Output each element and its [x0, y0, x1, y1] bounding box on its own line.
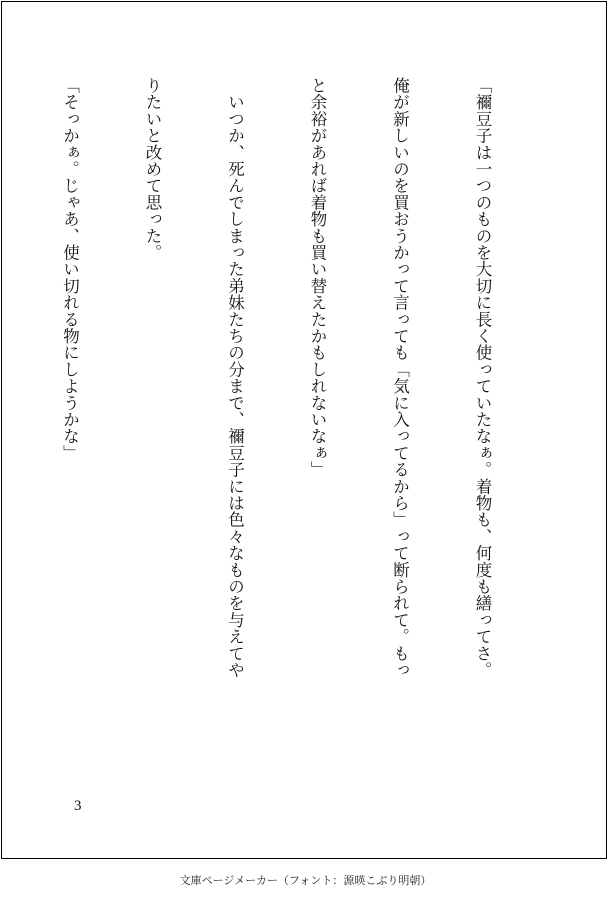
- text-line: 「禰豆子は一つのものを大切に長く使っていたなぁ。着物も、何度も繕ってさ。: [473, 77, 492, 679]
- text-line: りたいと改めて思った。: [143, 77, 162, 261]
- vertical-text-block: [0, 77, 551, 777]
- text-line: いつか、死んでしまった弟妹たちの分まで、禰豆子には色々なものを与えてや: [225, 77, 245, 679]
- footer-caption: 文庫ページメーカー（フォント：源暎こぶり明朝）: [179, 874, 432, 887]
- page-frame: [1, 1, 607, 859]
- text-line: 俺が新しいのを買おうかって言っても「気に入ってるから」って断られて。もっ: [390, 77, 410, 679]
- text-line: [0, 77, 1, 777]
- text-line: 「そっかぁ。じゃあ、使い切れる物にしようかな」: [60, 77, 80, 462]
- page-number: 3: [74, 798, 82, 814]
- text-line: と余裕があれば着物も買い替えたかもしれないなぁ」: [308, 77, 327, 478]
